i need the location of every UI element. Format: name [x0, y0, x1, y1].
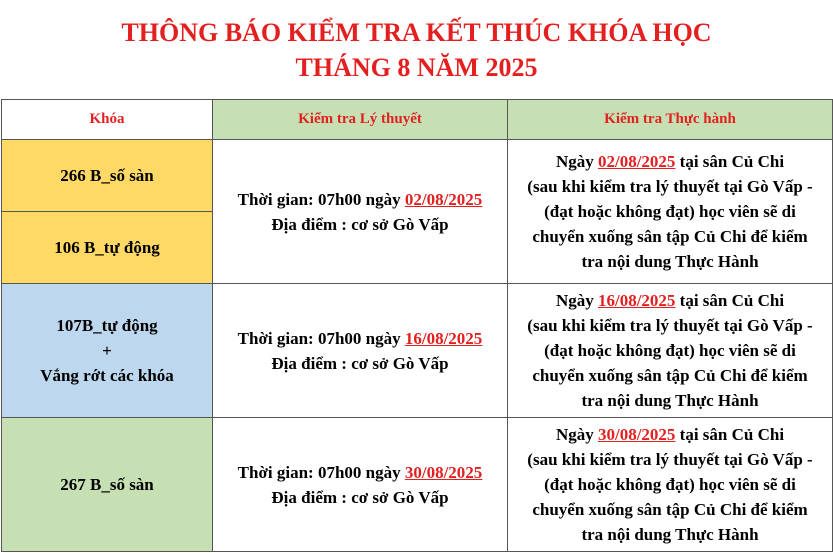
- announcement-title: [0, 0, 833, 99]
- table-header-row: [2, 100, 833, 140]
- header-course: Khóa: [2, 100, 213, 140]
- title-line-1: THÔNG BÁO KIỂM TRA KẾT THÚC KHÓA HỌC: [121, 18, 712, 47]
- title-line-2: THÁNG 8 NĂM 2025: [295, 53, 538, 82]
- theory-location: Địa điểm : cơ sở Gò Vấp: [271, 487, 449, 507]
- course-cell: 266 B_số sàn: [2, 140, 213, 212]
- course-cell: 106 B_tự động: [2, 212, 213, 284]
- table-row: [2, 140, 833, 212]
- theory-location: Địa điểm : cơ sở Gò Vấp: [271, 214, 449, 234]
- practice-cell: [508, 284, 833, 418]
- course-cell: 267 B_số sàn: [2, 418, 213, 552]
- course-line: 107B_tự động: [56, 316, 158, 335]
- practice-line-5: tra nội dung Thực Hành: [581, 391, 759, 410]
- theory-time: Thời gian: 07h00 ngày 30/08/2025: [237, 462, 483, 482]
- practice-line-2: (sau khi kiểm tra lý thuyết tại Gò Vấp -: [527, 177, 813, 196]
- practice-line-4: chuyển xuống sân tập Củ Chi để kiểm: [532, 366, 808, 385]
- practice-line-3: (đạt hoặc không đạt) học viên sẽ di: [544, 475, 796, 494]
- practice-date: 16/08/2025: [597, 291, 676, 310]
- course-line: +: [102, 341, 112, 360]
- practice-line-5: tra nội dung Thực Hành: [581, 252, 759, 271]
- exam-schedule-table: [1, 99, 833, 552]
- practice-line-2: (sau khi kiểm tra lý thuyết tại Gò Vấp -: [527, 316, 813, 335]
- theory-cell: [213, 418, 508, 552]
- practice-line-1: Ngày 30/08/2025 tại sân Củ Chi: [555, 425, 785, 444]
- practice-line-3: (đạt hoặc không đạt) học viên sẽ di: [544, 341, 796, 360]
- theory-date: 02/08/2025: [404, 189, 483, 209]
- theory-cell: [213, 140, 508, 284]
- practice-cell: [508, 140, 833, 284]
- header-practice: Kiểm tra Thực hành: [508, 100, 833, 140]
- theory-cell: [213, 284, 508, 418]
- practice-line-1: Ngày 02/08/2025 tại sân Củ Chi: [555, 152, 785, 171]
- theory-date: 30/08/2025: [404, 462, 483, 482]
- course-line: Vắng rớt các khóa: [40, 366, 174, 385]
- practice-line-2: (sau khi kiểm tra lý thuyết tại Gò Vấp -: [527, 450, 813, 469]
- table-row: [2, 418, 833, 552]
- practice-line-5: tra nội dung Thực Hành: [581, 525, 759, 544]
- practice-date: 02/08/2025: [597, 152, 676, 171]
- practice-cell: [508, 418, 833, 552]
- practice-line-1: Ngày 16/08/2025 tại sân Củ Chi: [555, 291, 785, 310]
- theory-time: Thời gian: 07h00 ngày 16/08/2025: [237, 328, 483, 348]
- practice-date: 30/08/2025: [597, 425, 676, 444]
- practice-line-3: (đạt hoặc không đạt) học viên sẽ di: [544, 202, 796, 221]
- header-theory: Kiểm tra Lý thuyết: [213, 100, 508, 140]
- theory-date: 16/08/2025: [404, 328, 483, 348]
- theory-time: Thời gian: 07h00 ngày 02/08/2025: [237, 189, 483, 209]
- table-row: [2, 284, 833, 418]
- practice-line-4: chuyển xuống sân tập Củ Chi để kiểm: [532, 500, 808, 519]
- practice-line-4: chuyển xuống sân tập Củ Chi để kiểm: [532, 227, 808, 246]
- theory-location: Địa điểm : cơ sở Gò Vấp: [271, 353, 449, 373]
- course-cell: [2, 284, 213, 418]
